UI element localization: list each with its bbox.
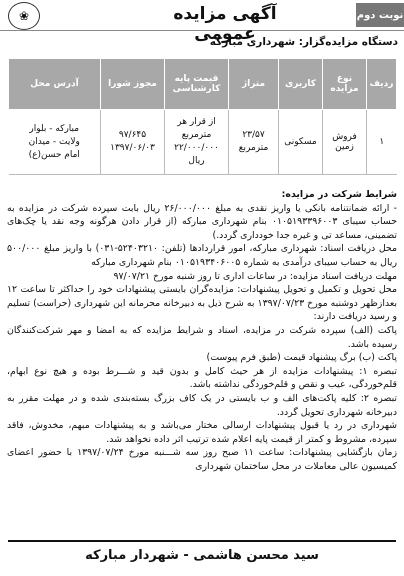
conditions-title: شرایط شرکت در مزایده: [281,189,397,200]
address-line-2: ولایت - میدان [28,136,80,147]
auction-table [8,58,397,175]
price-line-2: مترمربع [181,130,212,140]
cell-usage: مسکونی [279,110,323,175]
col-header-price: قیمت پایه کارشناسی [165,59,229,110]
condition-paragraph: زمان بازگشایی پیشنهادات: ساعت ۱۱ صبح روز سه شـــنبه مورخ ۱۳۹۷/۰۷/۲۴ با حضور اعضای کمیسیون عالی معاملات در محل ساختمان شهرداری [7,447,397,472]
col-header-usage: کاربری [279,59,323,110]
table-row [9,110,397,175]
address-line-1: مبارکه - بلوار [29,123,80,134]
cell-type: فروش زمین [323,110,367,175]
condition-paragraph: تبصره ۲: کلیه پاکت‌های الف و ب بایستی در یک کاف بزرگ بسته‌بندی شده و در مهلت مقرر به دبیرخانه شهرداری تحویل گردد. [7,392,398,418]
cell-index: ۱ [367,110,397,175]
notice-title: آگهی مزایده عمومی [173,4,277,44]
col-header-council: مجوز شورا [101,59,165,110]
council-number: ۹۷/۶۴۵ [118,130,147,140]
address-line-3: امام حسن(ع) [28,149,80,160]
condition-paragraph: محل دریافت اسناد: شهرداری مبارکه، امور قراردادها (تلفن: ۵۲۴۰۳۲۱۰-۰۳۱) با واریز مبلغ ۵۰۰/۰۰۰ ریال به حساب سیبای درآمدی به شماره ۰۱۰۵۱۹۳۴۰۶۰۰۵ بنام شهرداری مبارکه [7,243,397,268]
condition-paragraph: پاکت (الف) سپرده شرکت در مزایده، اسناد و شرایط مزایده که به امضا و مهر شرکت‌کنندگان رسیده باشد. [7,324,397,350]
cell-council [101,110,165,175]
price-line-3: ۲۲/۰۰۰/۰۰۰ ریال [174,143,219,166]
signature-line: سید محسن هاشمی - شهردار مبارکه [85,548,319,563]
cell-area [229,110,279,175]
col-header-index: ردیف [367,59,397,110]
conditions-section [7,188,397,473]
table-header-row [9,59,397,110]
council-date: ۱۳۹۷/۰۶/۰۳ [110,143,155,153]
col-header-address: آدرس محل [9,59,101,110]
condition-paragraph: - ارائه ضمانتنامه بانکی یا واریز نقدی به مبلغ ۲۶/۰۰۰/۰۰۰ ریال بابت سپرده شرکت در مزایده به حساب سیبای ۰۱۰۵۱۹۳۳۹۶۰۰۳ بنام شهرداری مبارکه (از قرار دادن هرگونه وجه نقد یا چک‌های تضمینی، مساعد تی و غیره جدا خودداری گردد.) [7,202,397,241]
col-header-area: متراژ [229,59,279,110]
condition-paragraph: مهلت دریافت اسناد مزایده: در ساعات اداری تا روز شنبه مورخ ۹۷/۰۷/۲۱ [113,270,397,282]
municipality-emblem-icon: ❀ [8,2,40,30]
condition-paragraph: شهرداری در رد یا قبول پیشنهادات ارسالی مختار می‌باشد و به پیشنهادات مبهم، مخدوش، فاقد سپرده، مشروط و کمتر از قیمت پایه اعلام شده ترتیب اثر داده نخواهد شد. [7,420,397,445]
round-badge: نوبت دوم [356,3,404,27]
cell-address [9,110,101,175]
area-unit: مترمربع [238,143,269,153]
col-header-type: نوع مزایده [323,59,367,110]
organizer-line: دستگاه مزایده‌گزار: شهرداری مبارکه [209,36,398,48]
condition-paragraph: پاکت (ب) برگ پیشنهاد قیمت (طبق فرم پیوست) [206,352,397,364]
area-value: ۲۳/۵۷ [242,130,265,140]
cell-price [165,110,229,175]
footer-divider [8,540,396,542]
condition-paragraph: محل تحویل و تکمیل و تحویل پیشنهادات: مزایده‌گران بایستی پیشنهادات خود را حداکثر تا ساعت ۱۲ بعدازظهر دوشنبه مورخ ۱۳۹۷/۰۷/۲۳ به شرح ذیل به دبیرخانه محرمانه این شهرداری (حراست) تسلیم و رسید دریافت دارند: [7,284,397,323]
condition-paragraph: تبصره ۱: پیشنهادات مزایده از هر حیث کامل و بدون قید و شـــرط بوده و هیچ نوع ابهام، قلم‌خوردگی، عیب و نقص و قلم‌خوردگی نداشته باشد. [7,365,397,391]
price-line-1: از قرار هر [177,117,216,127]
